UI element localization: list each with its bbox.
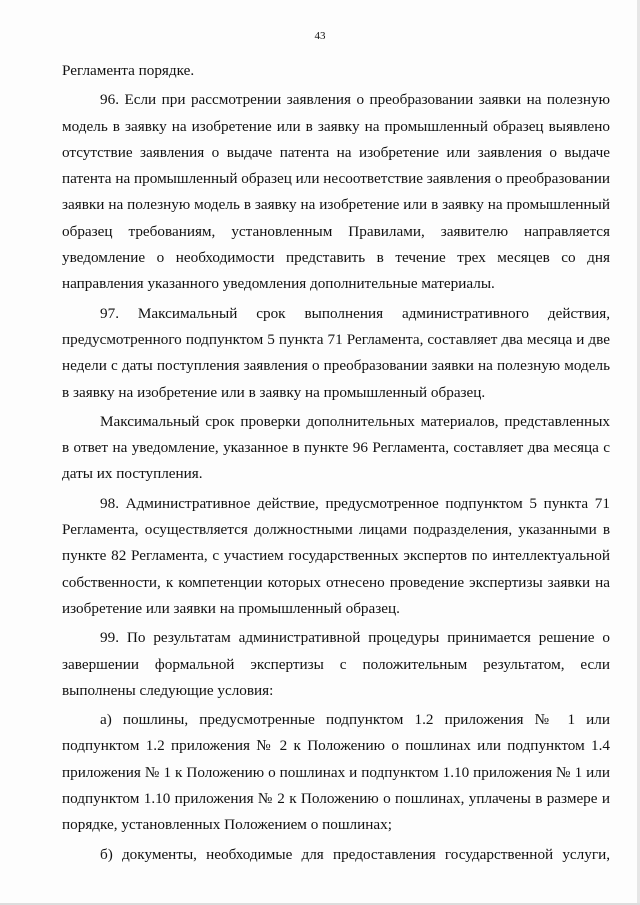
paragraph-99-b: б) документы, необходимые для предоставления государственной услуги, [100, 845, 610, 863]
paragraph-99-a: а) пошлины, предусмотренные подпунктом 1.2 приложения № 1 или подпунктом 1.2 приложения № 2 к Положению о пошлинах или подпунктом 1.4 приложения № 1 к Положению о пошлинах и подпунктом 1.10 приложения № 1 или подпунктом 1.10 приложения № 2 к Положению о пошлинах, уплачены в размере и порядке, установленных Положением о пошлинах; [62, 711, 610, 834]
document-body [62, 58, 610, 871]
paragraph-99: 99. По результатам административной процедуры принимается решение о завершении формальной экспертизы с положительным результатом, если выполнены следующие условия: [62, 629, 610, 699]
page-number: 43 [314, 30, 326, 42]
paragraph-96: 96. Если при рассмотрении заявления о преобразовании заявки на полезную модель в заявку на изобретение или в заявку на промышленный образец выявлено отсутствие заявления о выдаче патента на изобретение или заявления о выдаче патента на промышленный образец или несоответствие заявления о преобразовании заявки на полезную модель в заявку на изобретение или в заявку на промышленный образец требованиям, установленным Правилами, заявителю направляется уведомление о необходимости представить в течение трех месяцев со дня направления указанного уведомления дополнительные материалы. [62, 91, 610, 293]
paragraph-98: 98. Административное действие, предусмотренное подпунктом 5 пункта 71 Регламента, осуществляется должностными лицами подразделения, указанными в пункте 82 Регламента, с участием государственных экспертов по интеллектуальной собственности, к компетенции которых отнесено проведение экспертизы заявки на изобретение или заявки на промышленный образец. [62, 494, 610, 617]
paragraph-97: 97. Максимальный срок выполнения административного действия, предусмотренного подпунктом 5 пункта 71 Регламента, составляет два месяца и две недели с даты поступления заявления о преобразовании заявки на полезную модель в заявку на изобретение или в заявку на промышленный образец. [62, 304, 610, 401]
paragraph-continuation: Регламента порядке. [62, 62, 195, 79]
paragraph-97-continued: Максимальный срок проверки дополнительных материалов, представленных в ответ на уведомление, указанное в пункте 96 Регламента, составляет два месяца с даты их поступления. [62, 412, 610, 483]
